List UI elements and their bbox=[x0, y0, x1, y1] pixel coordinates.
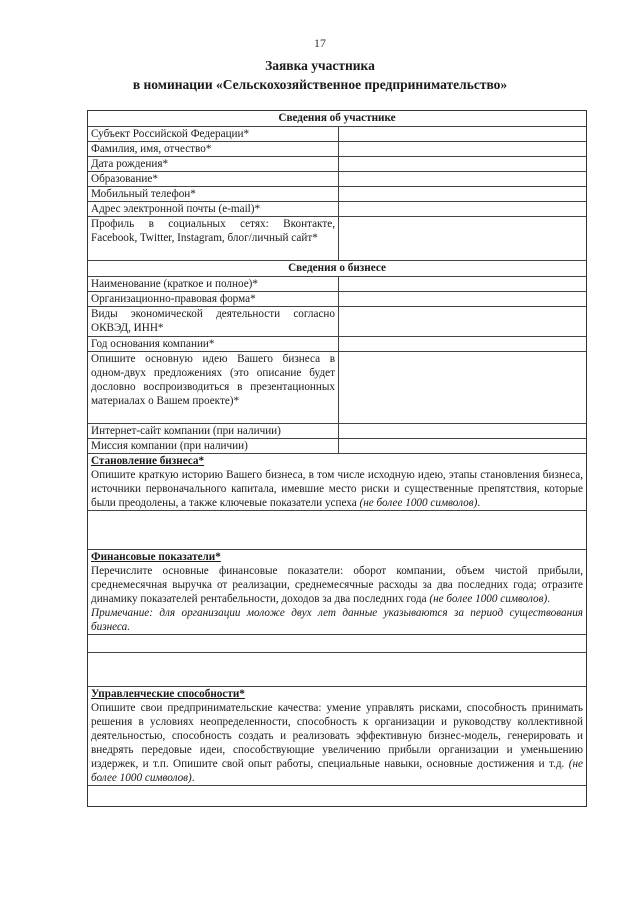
field-label-social-profiles: Профиль в социальных сетях: Вконтакте, Facebook, Twitter, Instagram, блог/личный сайт* bbox=[88, 217, 339, 260]
form-row-mobile-phone bbox=[88, 187, 586, 202]
form-row-founding-year bbox=[88, 337, 586, 352]
field-value-social-profiles[interactable] bbox=[339, 217, 586, 260]
title-line-1: Заявка участника bbox=[265, 58, 375, 73]
document-title bbox=[0, 56, 640, 94]
field-label-business-idea: Опишите основную идею Вашего бизнеса в одном-двух предложениях (это описание будет дословно воспроизводиться в презентационных материалах о Вашем проекте)* bbox=[88, 352, 339, 423]
field-label-region: Субъект Российской Федерации* bbox=[88, 127, 339, 141]
field-value-company-name[interactable] bbox=[339, 277, 586, 291]
financial-text: Перечислите основные финансовые показатели: оборот компании, объем чистой прибыли, среднемесячная выручка от реализации, среднемесячные расходы за два последних года; отразите динамику показателей рентабельности, доходов за два последних года bbox=[91, 565, 583, 605]
formation-title: Становление бизнеса* bbox=[91, 455, 205, 467]
form-row-company-name bbox=[88, 277, 586, 292]
management-description bbox=[91, 701, 583, 785]
formation-answer-area[interactable] bbox=[88, 511, 586, 550]
form-row-activity-codes bbox=[88, 307, 586, 337]
field-label-activity-codes: Виды экономической деятельности согласно ОКВЭД, ИНН* bbox=[88, 307, 339, 336]
form-row-legal-form bbox=[88, 292, 586, 307]
field-label-mobile-phone: Мобильный телефон* bbox=[88, 187, 339, 201]
field-value-email[interactable] bbox=[339, 202, 586, 216]
field-label-mission: Миссия компании (при наличии) bbox=[88, 439, 339, 453]
form-row-mission bbox=[88, 439, 586, 454]
financial-block bbox=[88, 550, 586, 635]
field-label-founding-year: Год основания компании* bbox=[88, 337, 339, 351]
form-row-education bbox=[88, 172, 586, 187]
application-form bbox=[87, 110, 587, 807]
formation-text: Опишите краткую историю Вашего бизнеса, в том числе исходную идею, этапы становления бизнеса, источники первоначального капитала, имевшие место риски и существенные препятствия, которые были преодолены, а также ключевые показатели успеха bbox=[91, 469, 583, 509]
management-block bbox=[88, 687, 586, 786]
field-value-full-name[interactable] bbox=[339, 142, 586, 156]
title-line-2: в номинации «Сельскохозяйственное предпринимательство» bbox=[132, 77, 508, 92]
management-answer-area[interactable] bbox=[88, 786, 586, 806]
field-value-region[interactable] bbox=[339, 127, 586, 141]
form-row-business-idea bbox=[88, 352, 586, 424]
form-row-region bbox=[88, 127, 586, 142]
financial-description bbox=[91, 564, 583, 606]
field-value-education[interactable] bbox=[339, 172, 586, 186]
participant-section-header: Сведения об участнике bbox=[88, 111, 586, 127]
management-end: . bbox=[191, 772, 195, 784]
form-row-website bbox=[88, 424, 586, 439]
management-limit: (не более 1000 символов) bbox=[91, 758, 583, 784]
formation-block bbox=[88, 454, 586, 511]
field-value-founding-year[interactable] bbox=[339, 337, 586, 351]
field-value-legal-form[interactable] bbox=[339, 292, 586, 306]
field-value-mobile-phone[interactable] bbox=[339, 187, 586, 201]
field-value-website[interactable] bbox=[339, 424, 586, 438]
financial-end: . bbox=[547, 593, 550, 605]
formation-description bbox=[91, 468, 583, 510]
field-value-birth-date[interactable] bbox=[339, 157, 586, 171]
management-text: Опишите свои предпринимательские качества: умение управлять рисками, способность принимать решения в условиях неопределенности, способность к организации и руководству коллективной деятельностью, способность создать и реализовать эффективную бизнес-модель, генерировать и внедрять передовые идеи, способствующие увеличению прибыли организации и уменьшению издержек, и т.п. Опишите свой опыт работы, специальные навыки, основные достижения и т.д. bbox=[91, 702, 583, 770]
form-row-birth-date bbox=[88, 157, 586, 172]
page-number: 17 bbox=[314, 36, 326, 50]
field-label-full-name: Фамилия, имя, отчество* bbox=[88, 142, 339, 156]
field-value-activity-codes[interactable] bbox=[339, 307, 586, 336]
financial-note: Примечание: для организации моложе двух лет данные указываются за период существования бизнеса. bbox=[91, 607, 583, 633]
formation-limit: (не более 1000 символов) bbox=[359, 497, 478, 509]
management-title: Управленческие способности* bbox=[91, 688, 245, 700]
field-label-birth-date: Дата рождения* bbox=[88, 157, 339, 171]
financial-answer-line bbox=[88, 652, 586, 653]
field-value-mission[interactable] bbox=[339, 439, 586, 453]
financial-limit: (не более 1000 символов) bbox=[429, 593, 548, 605]
formation-end: . bbox=[477, 497, 481, 509]
form-row-email bbox=[88, 202, 586, 217]
field-label-legal-form: Организационно-правовая форма* bbox=[88, 292, 339, 306]
field-value-business-idea[interactable] bbox=[339, 352, 586, 423]
field-label-company-name: Наименование (краткое и полное)* bbox=[88, 277, 339, 291]
field-label-website: Интернет-сайт компании (при наличии) bbox=[88, 424, 339, 438]
financial-answer-area[interactable] bbox=[88, 652, 586, 687]
business-section-header: Сведения о бизнесе bbox=[88, 261, 586, 277]
field-label-education: Образование* bbox=[88, 172, 339, 186]
form-row-full-name bbox=[88, 142, 586, 157]
field-label-email: Адрес электронной почты (e-mail)* bbox=[88, 202, 339, 216]
form-row-social-profiles bbox=[88, 217, 586, 261]
financial-title: Финансовые показатели* bbox=[91, 551, 221, 563]
